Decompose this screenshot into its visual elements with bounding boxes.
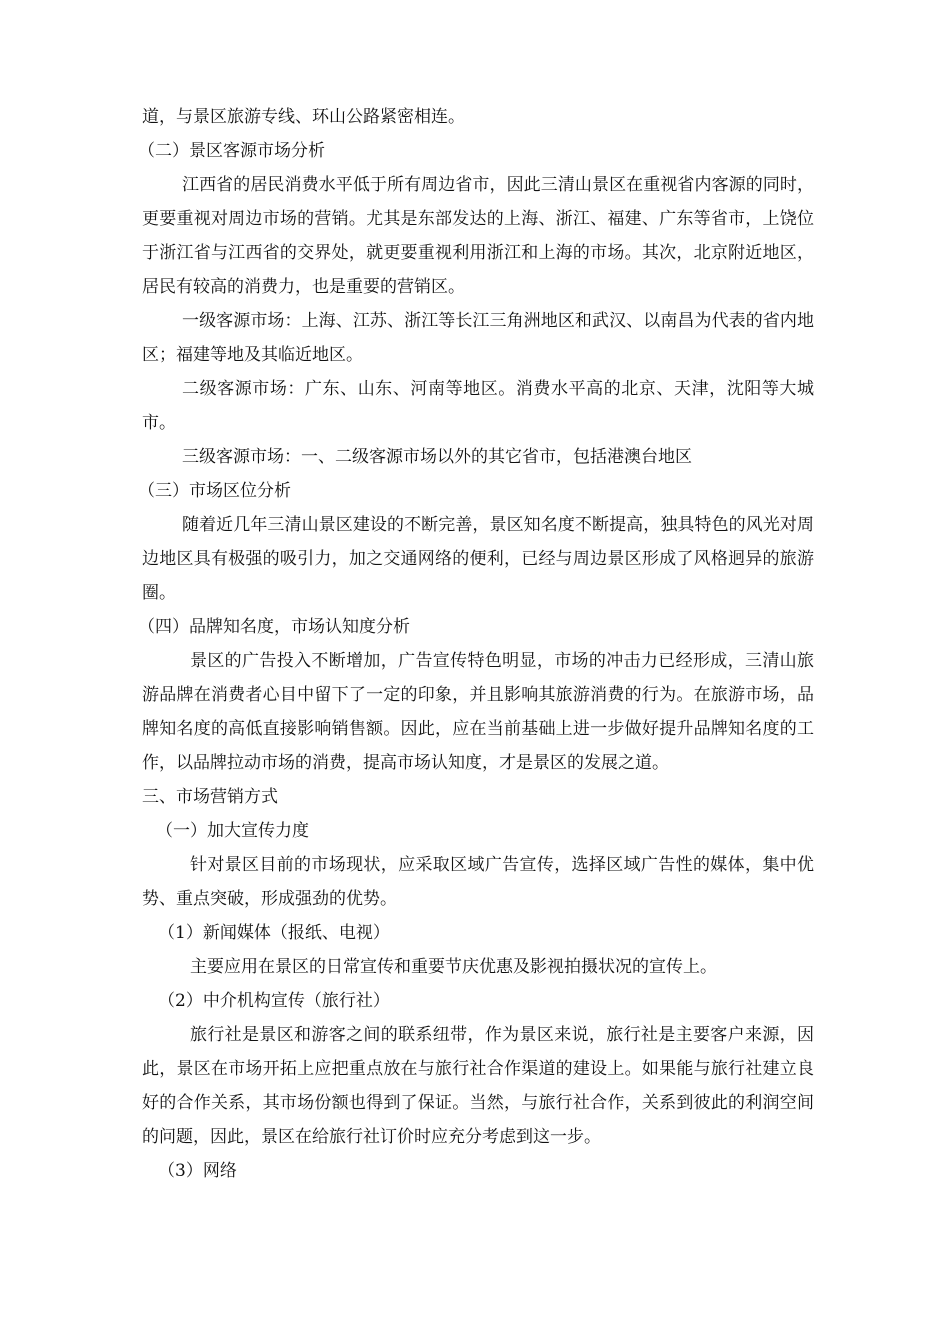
paragraph-location: 随着近几年三清山景区建设的不断完善，景区知名度不断提高，独具特色的风光对周边地区具有极强的吸引力，加之交通网络的便利，已经与周边景区形成了风格迥异的旅游圈。 — [142, 515, 814, 603]
section-heading-brand: （四）品牌知名度，市场认知度分析 — [138, 617, 410, 637]
chapter-heading-marketing: 三、市场营销方式 — [142, 787, 278, 807]
paragraph-brand: 景区的广告投入不断增加，广告宣传特色明显，市场的冲击力已经形成，三清山旅游品牌在消费者心目中留下了一定的印象，并且影响其旅游消费的行为。在旅游市场，品牌知名度的高低直接影响销售额。因此，应在当前基础上进一步做好提升品牌知名度的工作，以品牌拉动市场的消费，提高市场认知度，才是景区的发展之道。 — [142, 651, 814, 773]
paragraph-source-market: 江西省的居民消费水平低于所有周边省市，因此三清山景区在重视省内客源的同时，更要重视对周边市场的营销。尤其是东部发达的上海、浙江、福建、广东等省市，上饶位于浙江省与江西省的交界处，就更要重视利用浙江和上海的市场。其次，北京附近地区，居民有较高的消费力，也是重要的营销区。 — [142, 175, 814, 297]
item-heading-news-media: （1）新闻媒体（报纸、电视） — [158, 923, 390, 943]
paragraph-secondary-market: 二级客源市场：广东、山东、河南等地区。消费水平高的北京、天津，沈阳等大城市。 — [142, 379, 814, 433]
paragraph-news-media: 主要应用在景区的日常宣传和重要节庆优惠及影视拍摄状况的宣传上。 — [190, 957, 717, 977]
paragraph-promotion: 针对景区目前的市场现状，应采取区域广告宣传，选择区域广告性的媒体，集中优势、重点突破，形成强劲的优势。 — [142, 855, 814, 909]
item-heading-agency: （2）中介机构宣传（旅行社） — [158, 991, 390, 1011]
paragraph-continuation: 道，与景区旅游专线、环山公路紧密相连。 — [142, 107, 465, 127]
paragraph-primary-market: 一级客源市场：上海、江苏、浙江等长江三角洲地区和武汉、以南昌为代表的省内地区；福建等地及其临近地区。 — [142, 311, 814, 365]
paragraph-tertiary-market: 三级客源市场：一、二级客源市场以外的其它省市，包括港澳台地区 — [182, 447, 692, 467]
section-heading-promotion: （一）加大宣传力度 — [156, 821, 309, 841]
section-heading-source-market: （二）景区客源市场分析 — [138, 141, 325, 161]
section-heading-location: （三）市场区位分析 — [138, 481, 291, 501]
paragraph-agency: 旅行社是景区和游客之间的联系纽带，作为景区来说，旅行社是主要客户来源，因此，景区在市场开拓上应把重点放在与旅行社合作渠道的建设上。如果能与旅行社建立良好的合作关系，其市场份额也得到了保证。当然，与旅行社合作，关系到彼此的利润空间的问题，因此，景区在给旅行社订价时应充分考虑到这一步。 — [142, 1025, 814, 1147]
item-heading-network: （3）网络 — [158, 1161, 237, 1181]
document-page — [138, 100, 814, 1188]
